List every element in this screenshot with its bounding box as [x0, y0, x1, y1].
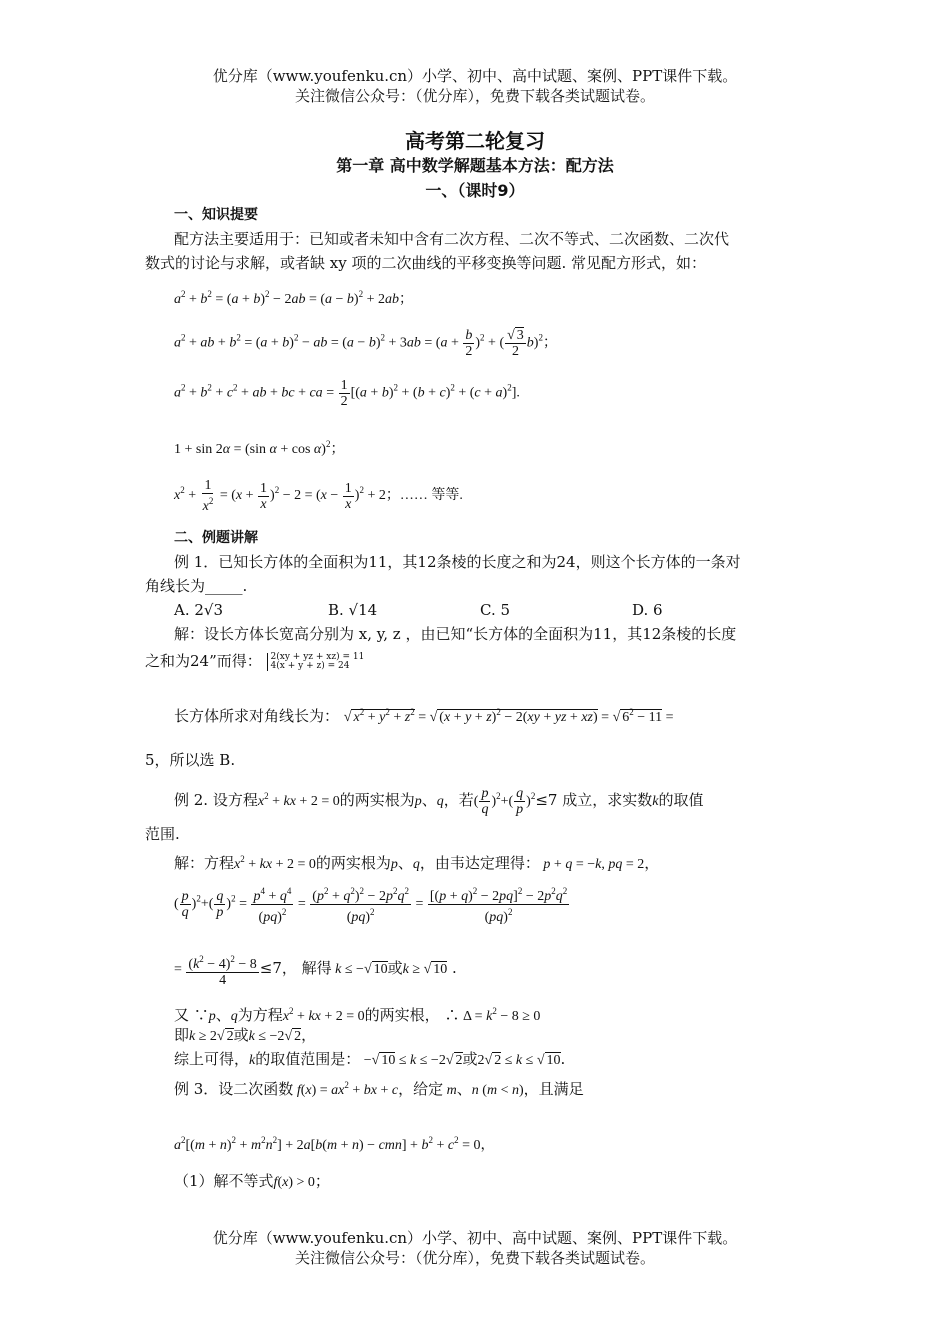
ex2-solution-line-1: 解：方程$x^2$ + kx + 2 = 0的两实根为p、q，由韦达定理得： p + q = −k, pq = 2，	[174, 854, 660, 872]
ex2-summary-b: 的取值范围是：	[255, 1050, 361, 1068]
ex3-q1-text: （1）解不等式	[174, 1172, 274, 1190]
ex2-or-2: 或	[233, 1026, 249, 1044]
ex2-derivation-2: = $\frac{(k^2 - 4)^2 - 8}{4}$ ≤7， 解得 k ≤ −√ 10或k ≥ √ 10 .	[174, 952, 457, 988]
section-examples-heading: 二、例题讲解	[174, 530, 258, 546]
ex2-or-1: 或	[387, 959, 403, 978]
ex2-text-b: 的两实根为	[339, 791, 415, 809]
formula-4: 1 + sin 2α = (sin α + cos α)$^2$；	[174, 439, 345, 457]
ex2-line-1: 例 2. 设方程$x^2$ + kx + 2 = 0的两实根为p、q，若( $\frac{p}{q}$ )$^2$+( $\frac{q}{p}$ )$^2$≤7 成立，求实数k的取值	[174, 786, 704, 818]
ex2-text-c: ，若	[443, 791, 474, 809]
ex2-sep-2: 、	[397, 854, 413, 872]
ex1-conclusion: 5，所以选 B.	[145, 751, 236, 769]
ex2-sep-3: 、	[215, 1006, 231, 1024]
chapter-title: 第一章 高中数学解题基本方法：配方法	[336, 156, 614, 175]
ex3-text-a: 例 3．设二次函数	[174, 1080, 294, 1098]
ex2-derivation-1: ( $\frac{p}{q}$ )$^2$+( $\frac{q}{p}$ )$^2$ = $\frac{p^4 + q^4}{(pq)^2}$ = $\frac{(p^2 + q^2)^2 - 2p^2q^2}{(pq)^2}$ = $\frac{[(p + q)^2 - 2pq]^2 - 2p^2q^2}{(pq)^2}$	[174, 886, 568, 925]
ex1-option-d: D. 6	[632, 601, 663, 619]
formula-1: $a^2 + b^2 = (a + b)^2 - 2ab = (a - b)^2 + 2ab$；	[174, 289, 413, 307]
ex2-text-e: 的取值	[658, 791, 704, 809]
ex2-sol-c: ，由韦达定理得：	[419, 854, 540, 872]
formula-tail: …… 等等.	[399, 488, 463, 504]
ex1-line-2: 角线长为_____.	[145, 577, 248, 595]
page-title: 高考第二轮复习	[405, 129, 545, 153]
ex1-solution-text: 之和为24”而得：	[145, 652, 262, 670]
ex3-question-1: （1）解不等式f(x) > 0；	[174, 1172, 330, 1190]
ex2-line-2: 范围.	[145, 825, 180, 843]
ex3-text-c: ，且满足	[523, 1080, 584, 1098]
intro-line-2: 数式的讨论与求解，或者缺 xy 项的二次曲线的平移变换等问题. 常见配方形式，如：	[145, 254, 707, 272]
intro-line-1: 配方法主要适用于：已知或者未知中含有二次方程、二次不等式、二次函数、二次代	[174, 230, 730, 248]
ex1-diagonal-line	[174, 701, 674, 729]
ex1-line-1: 例 1．已知长方体的全面积为11，其12条棱的长度之和为24，则这个长方体的一条对	[174, 553, 741, 571]
ex1-equation-system	[267, 653, 365, 671]
header-line-1: 优分库（www.youfenku.cn）小学、初中、高中试题、案例、PPT课件下载。	[212, 67, 738, 85]
ex1-option-c: C. 5	[480, 601, 511, 619]
ex1-diagonal-text: 长方体所求对角线长为：	[174, 707, 340, 725]
ex2-also-c: 的两实根， ∴	[364, 1006, 460, 1024]
ex2-sep: 、	[421, 791, 437, 809]
ex1-system-eq-2: 4(x + y + z) = 24	[270, 661, 350, 671]
ex3-sep: 、	[456, 1080, 472, 1098]
ex2-ji-line: 即k ≥ 2√ 2或k ≤ −2√ 2，	[174, 1024, 316, 1048]
ex3-line-1: 例 3．设二次函数 $f(x) = ax^2$ + bx + c，给定 m、n (m < n)，且满足	[174, 1080, 584, 1098]
ex2-sol-b: 的两实根为	[315, 854, 391, 872]
header-line-2: 关注微信公众号：（优分库），免费下载各类试题试卷。	[294, 87, 655, 105]
ex1-solution-line-2	[145, 650, 364, 672]
ex2-text-d: ≤7 成立，求实数	[535, 791, 653, 809]
section-knowledge-heading: 一、知识提要	[174, 207, 258, 223]
ex2-ji: 即	[174, 1026, 190, 1044]
ex1-diagonal-formula: √ $x^2 + y^2 + z^2$ = √ $(x + y + z)^2 - 2(xy$ + yz + xz) = √ $6^2 - 11$ =	[344, 709, 674, 725]
formula-3: $a^2 + b^2 + c^2$ + ab + bc + ca = $\frac{1}{2}$ $[(a + b)^2 + (b + c)^2 + (c + a)^2]$.	[174, 378, 520, 409]
ex1-system-eq-1: 2(xy + yz + xz) = 11	[270, 652, 365, 662]
ex2-or-3: 或	[462, 1050, 478, 1068]
ex2-text-a: 例 2. 设方程	[174, 791, 258, 809]
ex2-summary-a: 综上可得，	[174, 1050, 250, 1068]
ex3-text-b: ，给定	[398, 1080, 444, 1098]
ex2-summary-line: 综上可得，k的取值范围是： −√ 10 ≤ k ≤ −2√ 2或2√ 2 ≤ k ≤ √ 10.	[174, 1048, 565, 1072]
ex2-sol-a: 解：方程	[174, 854, 235, 872]
formula-5: $x^2$ + $\frac{1}{x^2}$ = (x + $\frac{1}{x}$ )$^2$ − 2 = (x − $\frac{1}{x}$ )$^2$ + 2；…… 等等.	[174, 478, 463, 514]
ex2-also-a: 又 ∵	[174, 1006, 209, 1024]
ex2-step-text: ≤7， 解得	[259, 959, 332, 978]
lesson-title: 一、（课时9）	[425, 181, 525, 200]
ex2-also-line: 又 ∵p、q为方程$x^2$ + kx + 2 = 0的两实根， ∴ $\Delta = k^2 - 8 \ge 0$	[174, 1006, 541, 1024]
footer-line-2: 关注微信公众号：（优分库），免费下载各类试题试卷。	[294, 1249, 655, 1267]
ex1-option-a: A. 2√3	[174, 601, 224, 619]
ex2-also-b: 为方程	[237, 1006, 283, 1024]
formula-2: $a^2$ + ab + $b^2 = (a + b)^2$ − ab = $(a - b)^2 + 3ab = (a$ + $\frac{b}{2}$ )$^2$ + ( √ $\frac{3}{2}$ b)$^2$；	[174, 328, 557, 359]
ex3-condition: $a^2[(m + n)^2 + m^2n^2] + 2a[b(m + n) - cmn] + b^2 + c^2 = 0$，	[174, 1135, 495, 1153]
ex1-solution-line-1: 解：设长方体长宽高分别为 x, y, z ，由已知“长方体的全面积为11，其12条棱的长度	[174, 625, 737, 643]
footer-line-1: 优分库（www.youfenku.cn）小学、初中、高中试题、案例、PPT课件下载。	[212, 1229, 738, 1247]
ex1-option-b: B. √14	[328, 601, 378, 619]
